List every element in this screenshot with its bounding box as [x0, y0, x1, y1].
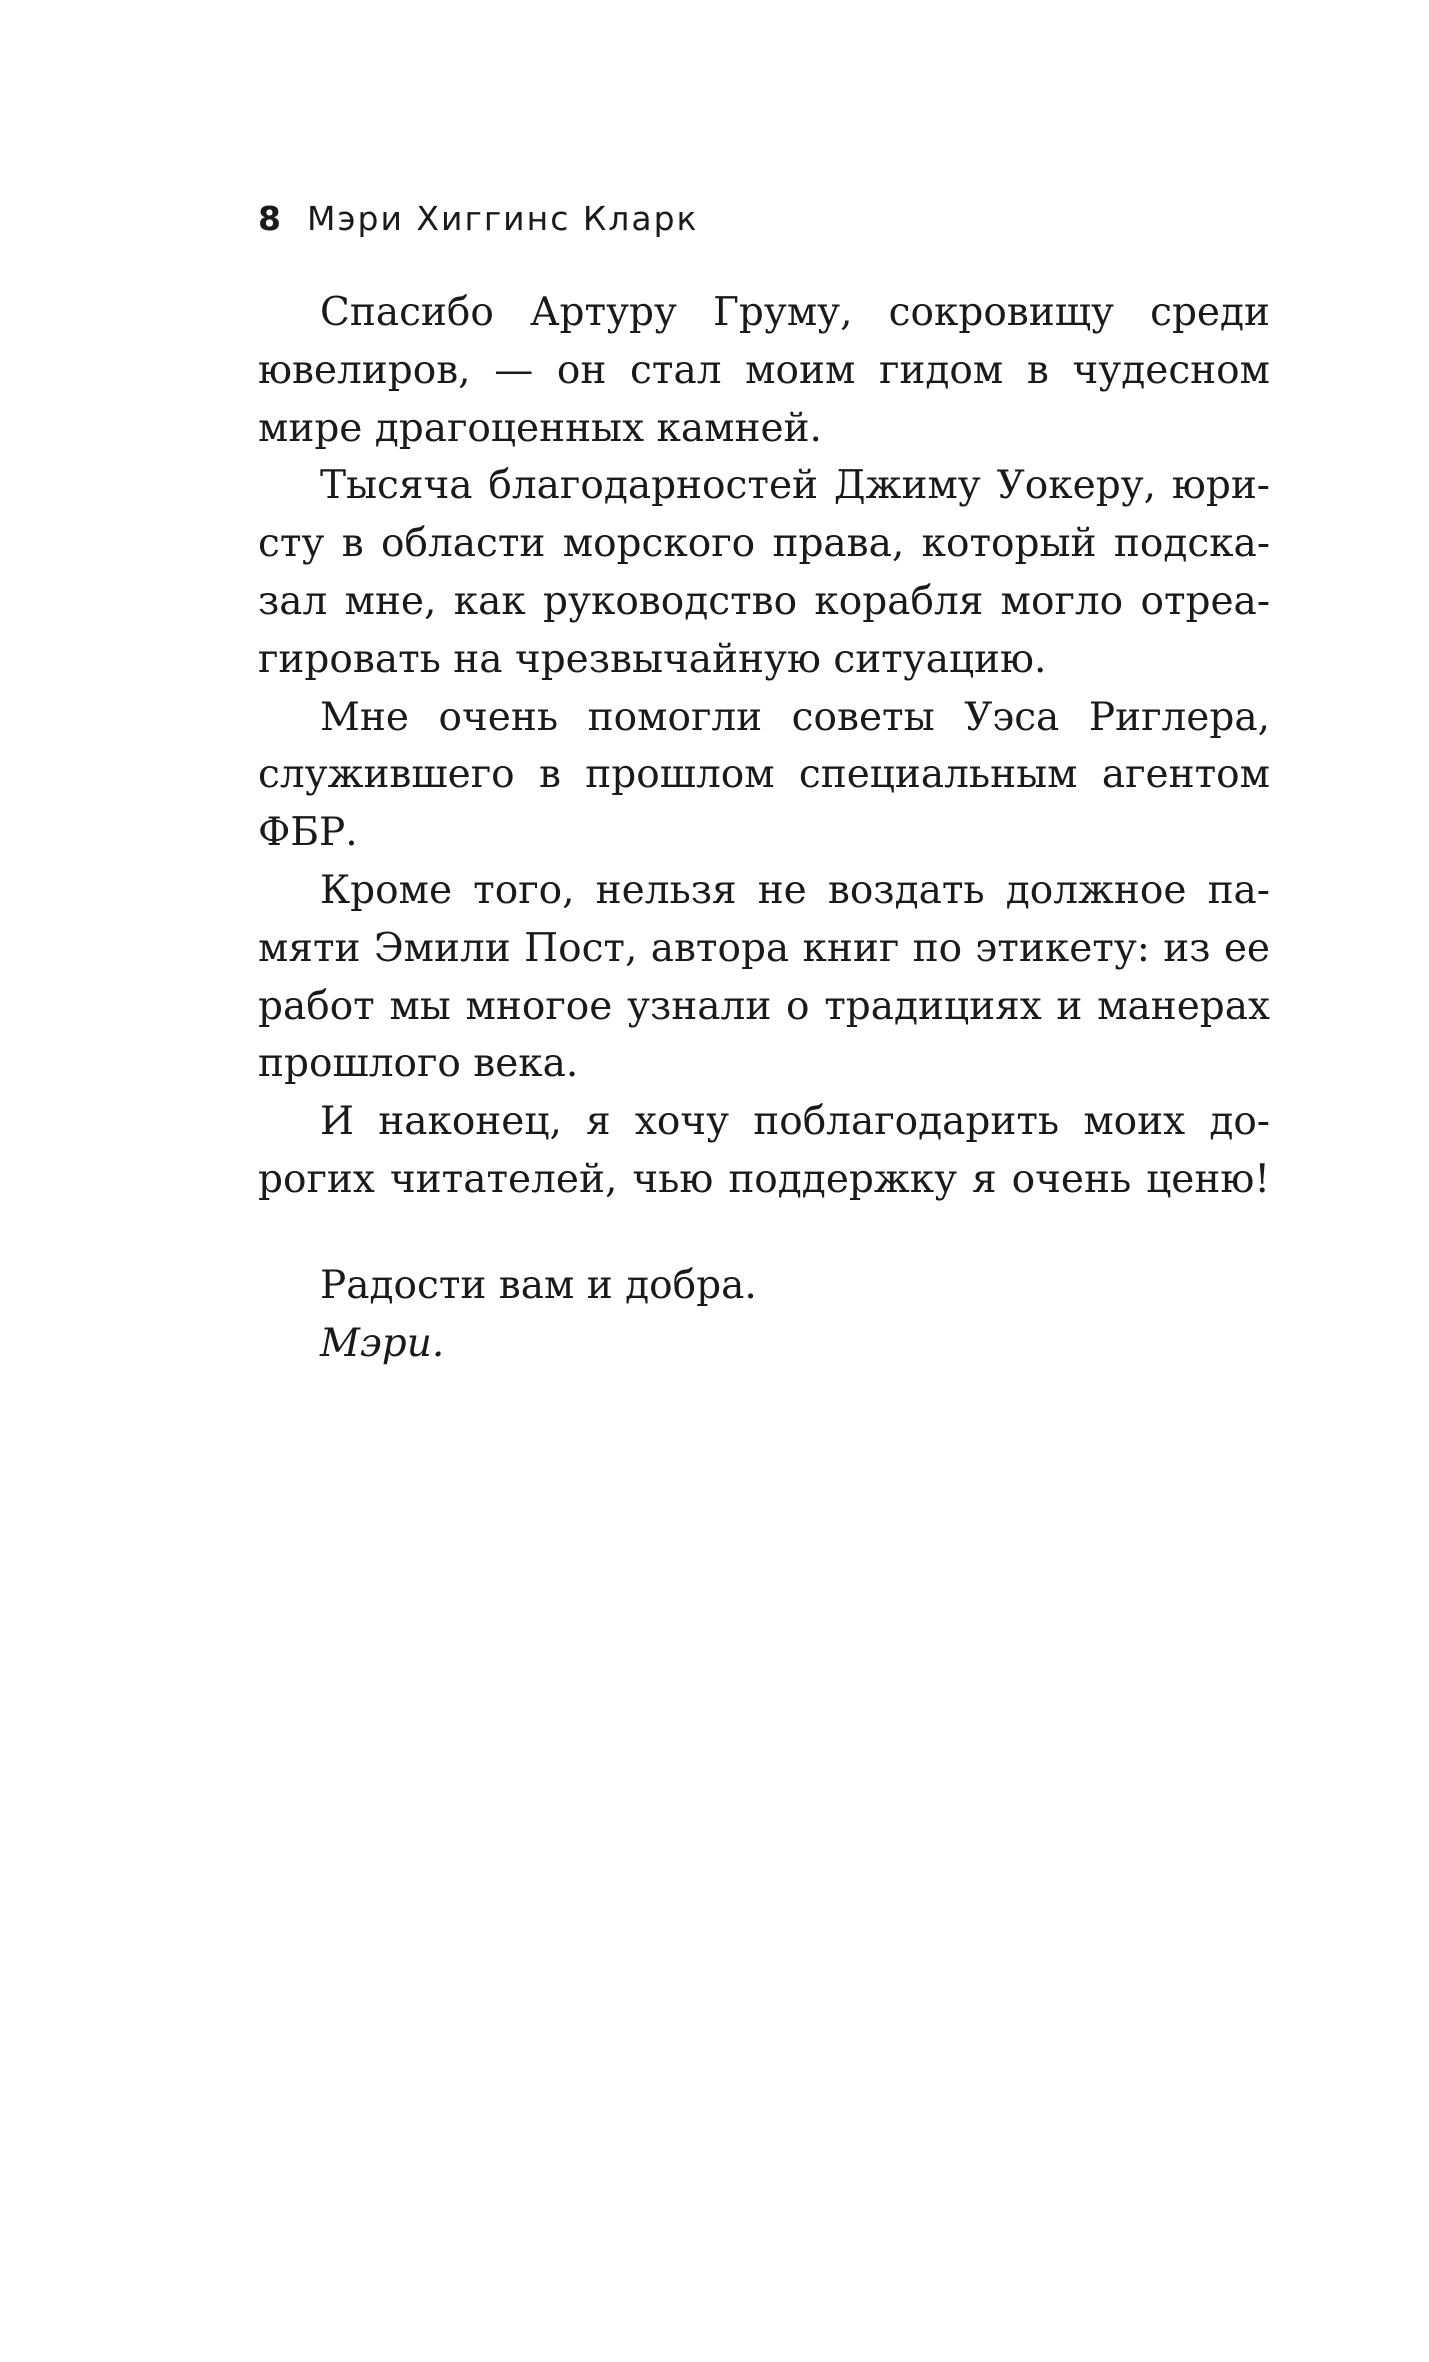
paragraph-3 [258, 689, 1270, 862]
text-line: служившего в прошлом специальным агентом [258, 752, 1270, 798]
text-line: зал мне, как руководство корабля могло отреа- [258, 578, 1270, 624]
paragraph-5 [258, 1093, 1270, 1209]
text-line: прошлого века. [258, 1041, 579, 1087]
text-line: мире драгоценных камней. [258, 405, 822, 451]
text-line: Кроме того, нельзя не воздать должное па- [320, 867, 1270, 913]
paragraph-2 [258, 457, 1270, 688]
paragraph-spacer [258, 1209, 1270, 1257]
text-line: мяти Эмили Пост, автора книг по этикету: из ее [258, 925, 1270, 971]
closing-line: Радости вам и добра. [320, 1262, 757, 1308]
text-line: ФБР. [258, 810, 358, 856]
text-line: Мне очень помогли советы Уэса Риглера, [320, 694, 1270, 740]
body-text [258, 284, 1270, 1372]
page-number: 8 [258, 199, 283, 238]
author-name: Мэри Хиггинс Кларк [306, 199, 699, 238]
text-line: сту в области морского права, который подска- [258, 521, 1270, 567]
text-line: И наконец, я хочу поблагодарить моих до- [320, 1099, 1270, 1145]
text-line: работ мы многое узнали о традициях и манерах [258, 983, 1270, 1029]
paragraph-4 [258, 862, 1270, 1093]
text-line: рогих читателей, чью поддержку я очень ценю! [258, 1156, 1270, 1202]
closing [258, 1257, 1270, 1373]
text-line: Спасибо Артуру Груму, сокровищу среди [320, 290, 1270, 335]
text-line: Тысяча благодарностей Джиму Уокеру, юри- [320, 463, 1270, 509]
paragraph-1 [258, 284, 1270, 457]
text-line: гировать на чрезвычайную ситуацию. [258, 636, 1047, 682]
running-head [258, 194, 698, 244]
text-line: ювелиров, — он стал моим гидом в чудесном [258, 347, 1270, 393]
signature: Мэри. [320, 1320, 445, 1366]
